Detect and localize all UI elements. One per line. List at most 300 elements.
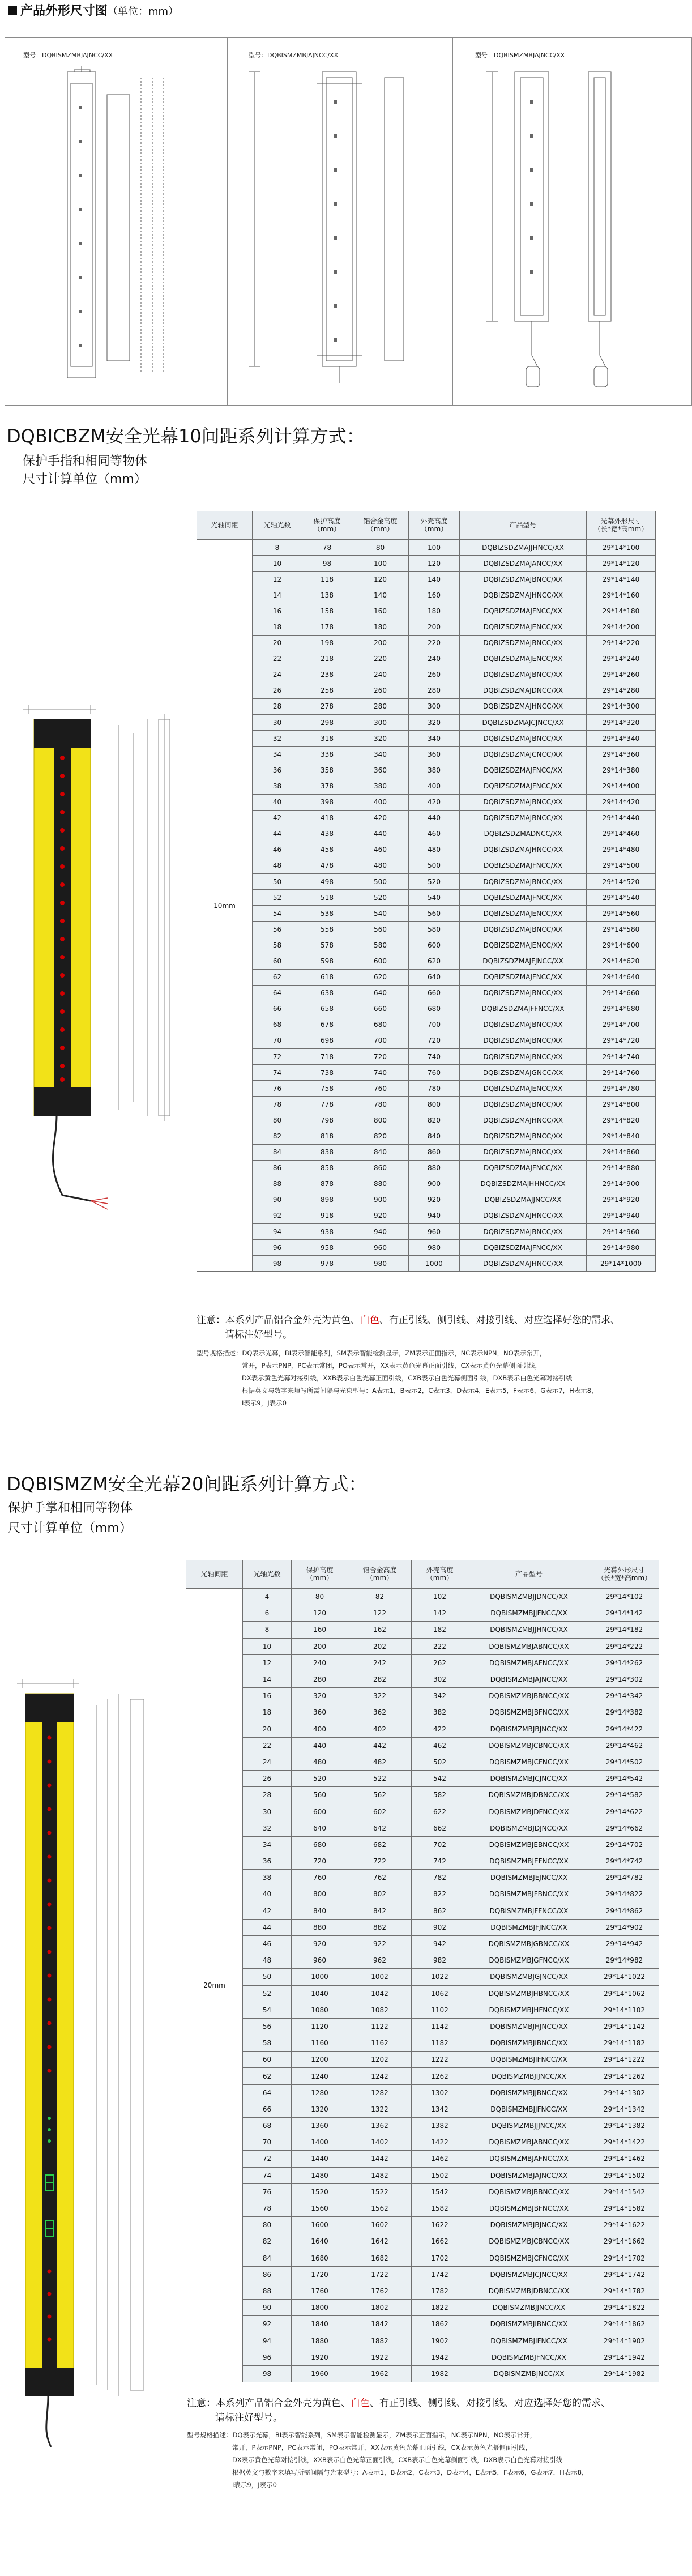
table-cell: 320 (352, 731, 409, 747)
table-row (186, 2068, 659, 2084)
table-cell: 800 (409, 1097, 460, 1112)
table-cell: 29*14*1942 (590, 2349, 659, 2365)
note-line: 常开，P表示PNP，PC表示常闭，PO表示常开，XX表示黄色光幕正面引线，CX表示黄色光幕侧面引线， (232, 2443, 532, 2451)
table-cell: DQBIZSDZMAJFNCC/XX (460, 1160, 587, 1176)
table-row (186, 2134, 659, 2151)
panel-divider (227, 38, 228, 405)
table-cell: 1302 (412, 2084, 468, 2101)
table-cell: 70 (243, 2134, 292, 2151)
table-cell: 1440 (292, 2151, 348, 2167)
table-cell: 1040 (292, 1985, 348, 2002)
table-cell: 1920 (292, 2349, 348, 2365)
table-cell: 29*14*1462 (590, 2151, 659, 2167)
table-cell: 920 (292, 1935, 348, 1952)
table-cell: 540 (409, 890, 460, 906)
table-cell: 802 (348, 1886, 412, 1903)
table-cell: 46 (253, 842, 302, 858)
table-row (197, 1001, 656, 1017)
table-cell: 1502 (412, 2167, 468, 2183)
section3-notes (187, 2396, 685, 2491)
table-cell: 200 (292, 1638, 348, 1654)
table-cell: 820 (352, 1128, 409, 1144)
table-cell: 1702 (412, 2250, 468, 2266)
table-cell: DQBISMZMBJDBNCC/XX (468, 2283, 590, 2299)
table-row (197, 953, 656, 969)
table-cell: 102 (412, 1589, 468, 1605)
table-cell: 378 (302, 778, 352, 794)
table-cell: 980 (352, 1256, 409, 1272)
table-cell: DQBISMZMBJCBNCC/XX (468, 1737, 590, 1754)
table-cell: 29*14*340 (587, 731, 656, 747)
table-cell: 4 (243, 1589, 292, 1605)
table-cell: 360 (409, 747, 460, 762)
table-row (197, 969, 656, 985)
table-cell: 1482 (348, 2167, 412, 2183)
table-cell: 800 (292, 1886, 348, 1903)
table-cell: 260 (352, 683, 409, 698)
table-cell: 29*14*280 (587, 683, 656, 698)
table-cell: 1142 (412, 2018, 468, 2035)
table-row (197, 1192, 656, 1208)
table-cell: 1720 (292, 2266, 348, 2283)
table-cell: 29*14*1542 (590, 2183, 659, 2200)
table-cell: DQBISMZMBJIFNCC/XX (468, 2052, 590, 2068)
table-cell: 680 (292, 1836, 348, 1853)
table-cell: 36 (243, 1853, 292, 1870)
table-cell: DQBISMZMBJAFNCC/XX (468, 1654, 590, 1671)
table-row (186, 1622, 659, 1638)
table-cell: 742 (412, 1853, 468, 1870)
table-row (186, 2035, 659, 2052)
table-cell: 682 (348, 1836, 412, 1853)
table-cell: 960 (409, 1224, 460, 1240)
table-cell: 960 (292, 1952, 348, 1969)
table-row (186, 2233, 659, 2250)
table-cell: DQBIZSDZMAJDNCC/XX (460, 683, 587, 698)
section2-line1: 保护手指和相同等物体 (23, 454, 148, 468)
table-cell: 178 (302, 619, 352, 635)
table-cell: DQBISMZMBJEFNCC/XX (468, 1853, 590, 1870)
table-cell: DQBISMZMBJIBNCC/XX (468, 2316, 590, 2332)
table-cell: 8 (243, 1622, 292, 1638)
table-cell: 538 (302, 906, 352, 922)
table-cell: 74 (243, 2167, 292, 2183)
table-cell: 422 (412, 1721, 468, 1737)
table-cell: DQBIZSDZMAJBNCC/XX (460, 1224, 587, 1240)
table-cell: DQBIZSDZMAJFNCC/XX (460, 762, 587, 778)
table-cell: DQBIZSDZMAJHNCC/XX (460, 1208, 587, 1223)
table-cell: DQBIZSDZMAJFNCC/XX (460, 1240, 587, 1256)
table-cell: 562 (348, 1787, 412, 1803)
table-cell: 560 (409, 906, 460, 922)
table-cell: 48 (243, 1952, 292, 1969)
table-cell: 29*14*700 (587, 1017, 656, 1033)
column-header: 铝合金高度 （mm） (352, 511, 409, 540)
table-row (186, 1836, 659, 1853)
table-cell: 29*14*180 (587, 603, 656, 619)
table-cell: DQBIZSDZMAJFNCC/XX (460, 969, 587, 985)
pitch-cell: 10mm (197, 540, 253, 1272)
table-cell: 90 (253, 1192, 302, 1208)
table-row (197, 619, 656, 635)
table-cell: 842 (348, 1903, 412, 1919)
table-cell: 94 (253, 1224, 302, 1240)
table-row (186, 1638, 659, 1654)
table-cell: 72 (253, 1049, 302, 1065)
table-cell: 12 (243, 1654, 292, 1671)
table-row (186, 1737, 659, 1754)
table-cell: 162 (348, 1622, 412, 1638)
table-cell: 678 (302, 1017, 352, 1033)
table-cell: DQBISMZMBJJBNCC/XX (468, 2084, 590, 2101)
table-cell: 480 (292, 1754, 348, 1770)
table-cell: 502 (412, 1754, 468, 1770)
table-cell: 29*14*1142 (590, 2018, 659, 2035)
table-cell: 1362 (348, 2118, 412, 2134)
table-cell: 362 (348, 1704, 412, 1721)
table-cell: 1240 (292, 2068, 348, 2084)
table-row (186, 1903, 659, 1919)
table-cell: DQBISMZMBJCBNCC/XX (468, 2233, 590, 2250)
table-row (186, 1985, 659, 2002)
column-header: 光轴光数 (253, 511, 302, 540)
table-row (186, 1969, 659, 1985)
table-row (186, 2316, 659, 2332)
table-cell: 29*14*1422 (590, 2134, 659, 2151)
table-row (186, 1803, 659, 1820)
table-cell: 1682 (348, 2250, 412, 2266)
table-cell: 420 (409, 794, 460, 810)
table-cell: 84 (253, 1144, 302, 1160)
table-cell: 180 (352, 619, 409, 635)
table-row (197, 842, 656, 858)
table-cell: 60 (253, 953, 302, 969)
table-cell: 302 (412, 1671, 468, 1687)
table-cell: 29*14*782 (590, 1870, 659, 1886)
note-main-2: 请标注好型号。 (215, 2412, 283, 2424)
table-cell: DQBIZSDZMAJFFNCC/XX (460, 1001, 587, 1017)
table-cell: 29*14*940 (587, 1208, 656, 1223)
table-cell: 820 (409, 1112, 460, 1128)
table-cell: 840 (409, 1128, 460, 1144)
table-cell: 458 (302, 842, 352, 858)
table-cell: 958 (302, 1240, 352, 1256)
note-line: DX表示黄色光幕对接引线，XXB表示白色光幕正面引线，CXB表示白色光幕侧面引线，DXB表示白色光幕对接引线 (242, 1374, 573, 1382)
table-cell: 29*14*680 (587, 1001, 656, 1017)
table-cell: DQBISMZMBJHBNCC/XX (468, 1985, 590, 2002)
table-cell: 1480 (292, 2167, 348, 2183)
table-cell: 98 (302, 556, 352, 572)
table-cell: 258 (302, 683, 352, 698)
table-cell: DQBISMZMBJBFNCC/XX (468, 1704, 590, 1721)
table-cell: 58 (243, 2035, 292, 2052)
table-cell: 818 (302, 1128, 352, 1144)
table-cell: 29*14*1262 (590, 2068, 659, 2084)
table-cell: 358 (302, 762, 352, 778)
section3-line2: 尺寸计算单位（mm） (8, 1521, 132, 1536)
table-cell: 1782 (412, 2283, 468, 2299)
table-cell: DQBISMZMBJBFNCC/XX (468, 2200, 590, 2216)
table-cell: 1722 (348, 2266, 412, 2283)
table-cell: 280 (292, 1671, 348, 1687)
table-row (197, 683, 656, 698)
table-cell: 29*14*342 (590, 1688, 659, 1704)
table-cell: DQBIZSDZMAJFJNCC/XX (460, 953, 587, 969)
table-cell: 738 (302, 1065, 352, 1081)
table-cell: 1880 (292, 2332, 348, 2349)
table-cell: 29*14*300 (587, 698, 656, 714)
section2-line2: 尺寸计算单位（mm） (23, 472, 147, 487)
column-header: 保护高度 （mm） (292, 1560, 348, 1589)
table-cell: DQBISMZMBJJJNCC/XX (468, 2118, 590, 2134)
table-cell: 1402 (348, 2134, 412, 2151)
table-cell: 29*14*582 (590, 1787, 659, 1803)
table-cell: 29*14*622 (590, 1803, 659, 1820)
table-cell: 14 (243, 1671, 292, 1687)
table-row (186, 1853, 659, 1870)
table-cell: 29*14*540 (587, 890, 656, 906)
table-cell: 1082 (348, 2002, 412, 2018)
table-cell: 62 (253, 969, 302, 985)
table-cell: 96 (253, 1240, 302, 1256)
table-cell: 900 (409, 1176, 460, 1192)
table-cell: 29*14*740 (587, 1049, 656, 1065)
table-cell: 29*14*302 (590, 1671, 659, 1687)
table-cell: 29*14*760 (587, 1065, 656, 1081)
table-cell: 29*14*742 (590, 1853, 659, 1870)
table-cell: 58 (253, 937, 302, 953)
table-cell: 29*14*840 (587, 1128, 656, 1144)
table-cell: DQBIZSDZMAJFNCC/XX (460, 890, 587, 906)
table-row (197, 826, 656, 842)
table-row (186, 2151, 659, 2167)
table-cell: 64 (243, 2084, 292, 2101)
table-cell: 1522 (348, 2183, 412, 2200)
table-cell: 920 (352, 1208, 409, 1223)
table-cell: 122 (348, 1605, 412, 1622)
table-cell: 498 (302, 873, 352, 889)
table-cell: 160 (409, 587, 460, 603)
table-cell: 29*14*702 (590, 1836, 659, 1853)
table-cell: 29*14*1822 (590, 2300, 659, 2316)
table-cell: 760 (292, 1870, 348, 1886)
table-cell: 1400 (292, 2134, 348, 2151)
table-cell: 1282 (348, 2084, 412, 2101)
table-cell: 198 (302, 635, 352, 651)
table-cell: 29*14*1862 (590, 2316, 659, 2332)
table-cell: DQBISMZMBJGJNCC/XX (468, 1969, 590, 1985)
table-row (197, 937, 656, 953)
table-cell: 54 (243, 2002, 292, 2018)
table-cell: 600 (352, 953, 409, 969)
table-cell: 92 (243, 2316, 292, 2332)
table-cell: DQBISMZMBJBJNCC/XX (468, 1721, 590, 1737)
table-cell: 382 (412, 1704, 468, 1721)
table-cell: 80 (292, 1589, 348, 1605)
table-cell: 29*14*480 (587, 842, 656, 858)
table-cell: 16 (243, 1688, 292, 1704)
table-cell: 16 (253, 603, 302, 619)
table-cell: 29*14*942 (590, 1935, 659, 1952)
table-cell: 29*14*1702 (590, 2250, 659, 2266)
table-row (197, 698, 656, 714)
table-cell: 518 (302, 890, 352, 906)
table-row (186, 2365, 659, 2382)
table-cell: DQBIZSDZMAJBNCC/XX (460, 667, 587, 683)
table-cell: 29*14*1902 (590, 2332, 659, 2349)
table-cell: 1960 (292, 2365, 348, 2382)
section2-notes (197, 1313, 684, 1409)
note-line: 根据英文与数字来填写所需间隔与光束型号：A表示1，B表示2，C表示3，D表示4，E表示5，F表示6，G表示7，H表示8， (232, 2468, 588, 2476)
table-cell: 32 (253, 731, 302, 747)
spec-table-10mm (197, 511, 656, 1272)
table-cell: 640 (352, 985, 409, 1001)
table-cell: 1882 (348, 2332, 412, 2349)
table-cell: 962 (348, 1952, 412, 1969)
table-cell: 620 (409, 953, 460, 969)
note-main: 注意：本系列产品铝合金外壳为黄色、白色、有正引线、侧引线、对接引线、对应选择好您的需求、 (197, 1315, 620, 1326)
table-cell: 858 (302, 1160, 352, 1176)
table-row (197, 556, 656, 572)
table-cell: 180 (409, 603, 460, 619)
table-cell: DQBIZSDZMAJENCC/XX (460, 906, 587, 922)
table-cell: 298 (302, 715, 352, 731)
table-cell: 6 (243, 1605, 292, 1622)
table-row (186, 2002, 659, 2018)
table-cell: 1560 (292, 2200, 348, 2216)
table-cell: 1200 (292, 2052, 348, 2068)
table-cell: 1840 (292, 2316, 348, 2332)
table-cell: 240 (292, 1654, 348, 1671)
column-header: 外壳高度 （mm） (409, 511, 460, 540)
table-cell: DQBISMZMBJIBNCC/XX (468, 2035, 590, 2052)
table-cell: 880 (352, 1176, 409, 1192)
table-cell: 1600 (292, 2217, 348, 2233)
table-row (186, 2183, 659, 2200)
table-cell: 922 (348, 1935, 412, 1952)
table-cell: 48 (253, 858, 302, 873)
table-cell: 50 (253, 873, 302, 889)
table-cell: 142 (412, 1605, 468, 1622)
table-cell: 480 (409, 842, 460, 858)
table-cell: 1422 (412, 2134, 468, 2151)
table-cell: DQBIZSDZMAJFNCC/XX (460, 778, 587, 794)
table-cell: 29*14*900 (587, 1176, 656, 1192)
table-cell: 300 (409, 698, 460, 714)
table-row (186, 1654, 659, 1671)
table-row (186, 2167, 659, 2183)
table-cell: 90 (243, 2300, 292, 2316)
table-cell: 29*14*140 (587, 572, 656, 587)
table-cell: DQBIZSDZMAJHNCC/XX (460, 587, 587, 603)
table-cell: 340 (409, 731, 460, 747)
table-cell: 29*14*1582 (590, 2200, 659, 2216)
table-cell: 29*14*1102 (590, 2002, 659, 2018)
column-header: 光轴间距 (197, 511, 253, 540)
table-cell: 29*14*1000 (587, 1256, 656, 1272)
table-cell: DQBISMZMBJDBNCC/XX (468, 1787, 590, 1803)
table-cell: 880 (292, 1919, 348, 1935)
table-row (186, 2300, 659, 2316)
table-cell: 700 (409, 1017, 460, 1033)
table-cell: 1062 (412, 1985, 468, 2002)
table-cell: 600 (292, 1803, 348, 1820)
table-cell: 500 (352, 873, 409, 889)
table-cell: 29*14*462 (590, 1737, 659, 1754)
table-cell: 76 (253, 1081, 302, 1097)
table-cell: DQBIZSDZMAJENCC/XX (460, 651, 587, 667)
table-cell: 1442 (348, 2151, 412, 2167)
table-cell: 558 (302, 922, 352, 937)
table-cell: 398 (302, 794, 352, 810)
table-cell: 29*14*600 (587, 937, 656, 953)
table-cell: 1022 (412, 1969, 468, 1985)
table-cell: 278 (302, 698, 352, 714)
table-row (186, 1721, 659, 1737)
table-row (197, 858, 656, 873)
table-cell: DQBISMZMBJAJNCC/XX (468, 1671, 590, 1687)
note-line: 型号规格描述：DQ表示光幕，BI表示智能系列，SM表示智能检测显示，ZM表示正面指示，NC表示NPN，NO表示常开， (197, 1349, 546, 1357)
table-cell: 70 (253, 1033, 302, 1048)
table-cell: 1802 (348, 2300, 412, 2316)
table-cell: 1322 (348, 2101, 412, 2117)
table-cell: 82 (243, 2233, 292, 2250)
table-cell: 338 (302, 747, 352, 762)
table-cell: 138 (302, 587, 352, 603)
table-cell: 520 (409, 873, 460, 889)
light-curtain-10mm-drawing (23, 697, 193, 1297)
table-cell: 12 (253, 572, 302, 587)
table-cell: 29*14*182 (590, 1622, 659, 1638)
table-cell: DQBISMZMBJHJNCC/XX (468, 2018, 590, 2035)
table-cell: 600 (409, 937, 460, 953)
table-cell: 1640 (292, 2233, 348, 2250)
table-cell: 942 (412, 1935, 468, 1952)
table-cell: 380 (352, 778, 409, 794)
table-cell: 1002 (348, 1969, 412, 1985)
table-cell: 29*14*580 (587, 922, 656, 937)
table-cell: 1642 (348, 2233, 412, 2250)
table-cell: 460 (409, 826, 460, 842)
table-row (186, 2217, 659, 2233)
table-cell: DQBISMZMBJFJNCC/XX (468, 1919, 590, 1935)
table-cell: 80 (253, 1112, 302, 1128)
table-cell: 29*14*822 (590, 1886, 659, 1903)
table-cell: 26 (253, 683, 302, 698)
table-cell: 1102 (412, 2002, 468, 2018)
table-cell: DQBISMZMBJJHNCC/XX (468, 1622, 590, 1638)
table-cell: 982 (412, 1952, 468, 1969)
column-header: 外壳高度 （mm） (412, 1560, 468, 1589)
table-cell: 46 (243, 1935, 292, 1952)
table-cell: 20 (253, 635, 302, 651)
table-cell: DQBISMZMBJAFNCC/XX (468, 2151, 590, 2167)
table-cell: 52 (243, 1985, 292, 2002)
table-cell: 29*14*1382 (590, 2118, 659, 2134)
table-cell: DQBISMZMBJGBNCC/XX (468, 1935, 590, 1952)
table-cell: 29*14*422 (590, 1721, 659, 1737)
table-cell: 462 (412, 1737, 468, 1754)
table-cell: 18 (253, 619, 302, 635)
table-cell: 320 (409, 715, 460, 731)
column-header: 光幕外形尺寸 （长*宽*高mm） (587, 511, 656, 540)
table-cell: 32 (243, 1820, 292, 1836)
table-cell: 240 (409, 651, 460, 667)
table-cell: 1742 (412, 2266, 468, 2283)
table-cell: 740 (409, 1049, 460, 1065)
table-row (197, 1256, 656, 1272)
table-cell: DQBISMZMBJEBNCC/XX (468, 1836, 590, 1853)
